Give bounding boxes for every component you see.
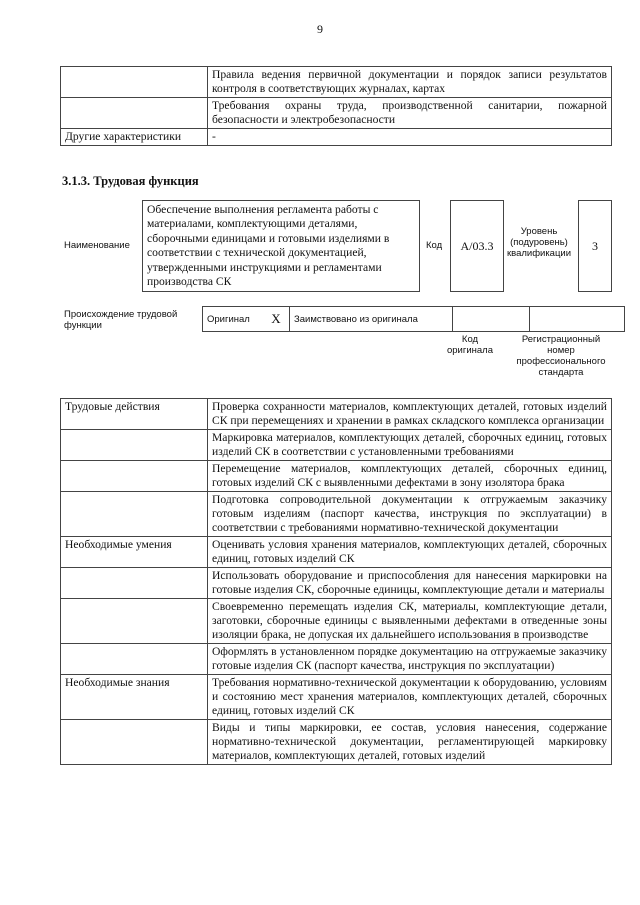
level-box: [578, 200, 612, 292]
table-row: [61, 568, 612, 599]
table-row: [61, 461, 612, 492]
row-value: Перемещение материалов, комплектующих деталей, сборочных единиц, готовых изделий СК с выявленными дефектами в зону изолятора брака: [208, 461, 612, 492]
code-original-cell: [453, 307, 530, 332]
row-value: Требования охраны труда, производственной санитарии, пожарной безопасности и электробезопасности: [208, 98, 612, 129]
row-label: Необходимые знания: [61, 675, 208, 720]
level-value: 3: [592, 238, 598, 253]
reg-number-caption: Регистрационный номер профессионального стандарта: [516, 334, 606, 378]
row-label: [61, 98, 208, 129]
row-label: [61, 461, 208, 492]
row-label: [61, 599, 208, 644]
table-row: [61, 644, 612, 675]
row-label: [61, 720, 208, 765]
section-title: 3.1.3. Трудовая функция: [62, 174, 199, 188]
name-label: Наименование: [64, 240, 130, 251]
table-row: [61, 98, 612, 129]
row-value: Своевременно перемещать изделия СК, материалы, комплектующие детали, заготовки, сборочные единицы с выявленными дефектами в отведенные зоны изоляции брака, не допуская их дальнейшего использования в производстве: [208, 599, 612, 644]
row-value: Проверка сохранности материалов, комплектующих деталей, готовых изделий СК при перемещениях и хранении в рамках складского комплекса организации: [208, 399, 612, 430]
original-label: Оригинал: [203, 307, 264, 332]
row-value: Виды и типы маркировки, ее состав, условия нанесения, содержание нормативно-технической документации, регламентирующей маркировку материалов, комплектующих деталей, готовых изделий: [208, 720, 612, 765]
page-number: 9: [317, 22, 323, 36]
row-value: Требования нормативно-технической документации к оборудованию, условиям и состоянию мест хранения материалов, комплектующих деталей, сборочных единиц, готовых изделий СК: [208, 675, 612, 720]
function-name: Обеспечение выполнения регламента работы с материалами, комплектующими деталями, сборочными единицами и готовыми изделиями в соответствии с технической документацией, утвержденными инструкциями и регламентами производства СК: [147, 203, 390, 289]
row-label: [61, 67, 208, 98]
table-row: [61, 399, 612, 430]
row-value: Оформлять в установленном порядке документацию на отгружаемые заказчику готовые изделия СК (паспорт качества, инструкция по эксплуатации): [208, 644, 612, 675]
table-row: [61, 675, 612, 720]
origin-table: [202, 306, 625, 332]
function-name-box: [142, 200, 420, 292]
row-label: [61, 568, 208, 599]
table-row: [61, 129, 612, 146]
table-row: [61, 492, 612, 537]
table-row: [61, 599, 612, 644]
row-label: Другие характеристики: [61, 129, 208, 146]
row-label: [61, 430, 208, 461]
row-label: [61, 644, 208, 675]
reg-number-cell: [530, 307, 625, 332]
borrowed-label: Заимствовано из оригинала: [290, 307, 453, 332]
code-label: Код: [426, 240, 443, 251]
row-label: Трудовые действия: [61, 399, 208, 430]
row-label: Необходимые умения: [61, 537, 208, 568]
level-label: Уровень (подуровень) квалификации: [506, 226, 572, 259]
code-original-caption: Код оригинала: [446, 334, 493, 356]
main-table: [60, 398, 612, 765]
row-value: Правила ведения первичной документации и порядок записи результатов контроля в соответствующих журналах, картах: [208, 67, 612, 98]
row-value: Оценивать условия хранения материалов, комплектующих деталей, сборочных единиц, готовых изделий СК: [208, 537, 612, 568]
row-value: Подготовка сопроводительной документации к отгружаемым заказчику готовым изделиям (паспорт качества, инструкция по эксплуатации) в соответствии с требованиями нормативно-технической документации: [208, 492, 612, 537]
table-row: [61, 537, 612, 568]
table-row: [61, 67, 612, 98]
row-value: Маркировка материалов, комплектующих деталей, сборочных единиц, готовых изделий СК в соответствии с установленными требованиями: [208, 430, 612, 461]
table-row: [61, 720, 612, 765]
code-value: А/03.3: [460, 238, 494, 253]
origin-label: Происхождение трудовой функции: [64, 309, 178, 331]
top-table: [60, 66, 612, 146]
row-label: [61, 492, 208, 537]
row-value: Использовать оборудование и приспособления для нанесения маркировки на готовые изделия СК, сборочные единицы, комплектующие детали и материалы: [208, 568, 612, 599]
row-value: -: [208, 129, 612, 146]
table-row: [61, 430, 612, 461]
original-mark: X: [263, 307, 290, 332]
code-box: [450, 200, 504, 292]
